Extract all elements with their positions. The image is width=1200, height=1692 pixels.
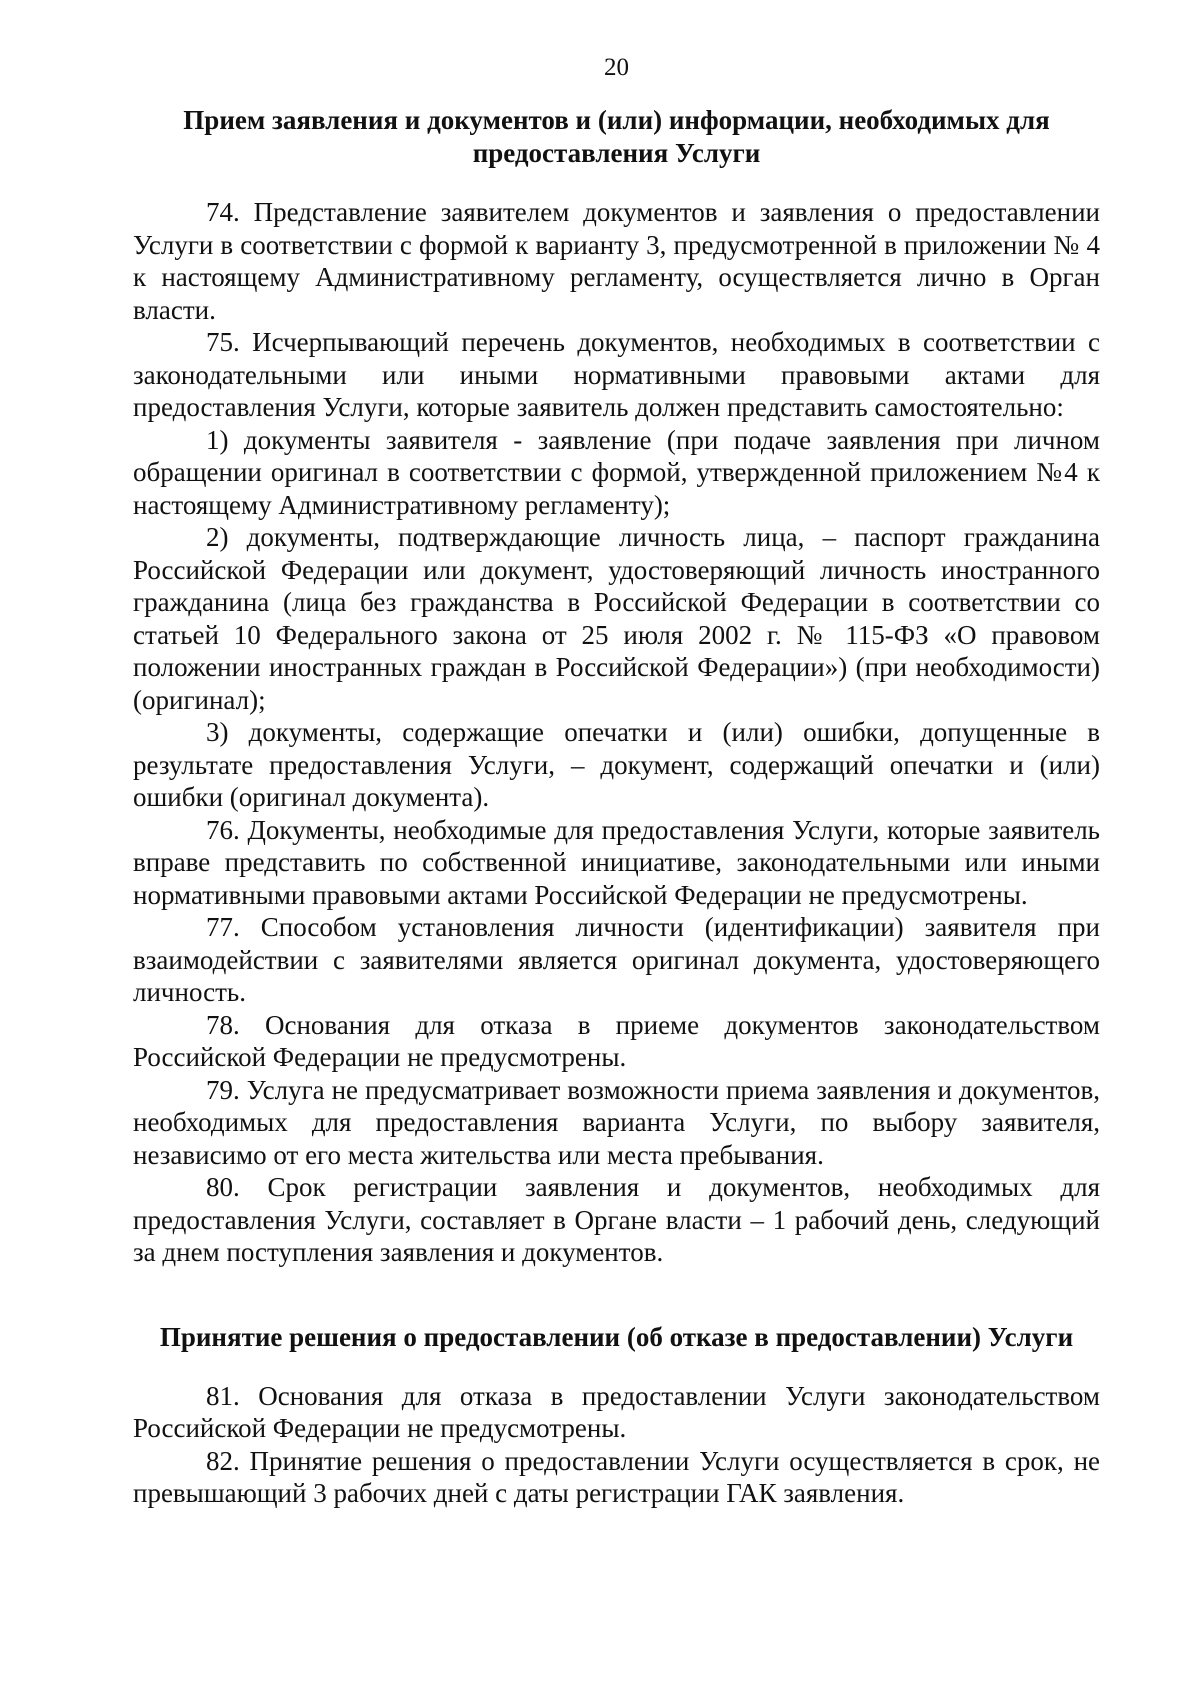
- section-heading-acceptance: Прием заявления и документов и (или) информации, необходимых для предоставления Услуги: [183, 105, 1050, 168]
- paragraph-77: 77. Способом установления личности (идентификации) заявителя при взаимодействии с заявителями является оригинал документа, удостоверяющего личность.: [133, 912, 1100, 1007]
- paragraph-75: 75. Исчерпывающий перечень документов, необходимых в соответствии с законодательными или иными нормативными правовыми актами для предоставления Услуги, которые заявитель должен представить самостоятельно:: [133, 327, 1100, 422]
- paragraph-75-item-1: 1) документы заявителя - заявление (при подаче заявления при личном обращении оригинал в соответствии с формой, утвержденной приложением №4 к настоящему Административному регламенту);: [133, 424, 1100, 520]
- paragraph-79: 79. Услуга не предусматривает возможности приема заявления и документов, необходимых для предоставления варианта Услуги, по выбору заявителя, независимо от его места жительства или места пребывания.: [133, 1074, 1100, 1170]
- paragraph-78: 78. Основания для отказа в приеме документов законодательством Российской Федерации не предусмотрены.: [133, 1009, 1100, 1072]
- paragraph-75-item-2: 2) документы, подтверждающие личность лица, – паспорт гражданина Российской Федерации или документ, удостоверяющий личность иностранного гражданина (лица без гражданства в Российской Федерации в соответствии со статьей 10 Федерального закона от 25 июля 2002 г. № 115-ФЗ «О правовом положении иностранных граждан в Российской Федерации») (при необходимости) (оригинал);: [133, 522, 1100, 715]
- section-heading-decision: Принятие решения о предоставлении (об отказе в предоставлении) Услуги: [159, 1321, 1074, 1352]
- paragraph-81: 81. Основания для отказа в предоставлении Услуги законодательством Российской Федерации не предусмотрены.: [133, 1380, 1100, 1443]
- paragraph-75-item-3: 3) документы, содержащие опечатки и (или) ошибки, допущенные в результате предоставления Услуги, – документ, содержащий опечатки и (или) ошибки (оригинал документа).: [133, 717, 1100, 812]
- paragraph-74: 74. Представление заявителем документов и заявления о предоставлении Услуги в соответствии с формой к варианту 3, предусмотренной в приложении № 4 к настоящему Административному регламенту, осуществляется лично в Орган власти.: [133, 197, 1100, 325]
- paragraph-76: 76. Документы, необходимые для предоставления Услуги, которые заявитель вправе представить по собственной инициативе, законодательными или иными нормативными правовыми актами Российской Федерации не предусмотрены.: [133, 814, 1100, 910]
- page-number: 20: [604, 54, 629, 81]
- paragraph-80: 80. Срок регистрации заявления и документов, необходимых для предоставления Услуги, составляет в Органе власти – 1 рабочий день, следующий за днем поступления заявления и документов.: [133, 1172, 1100, 1267]
- document-page: [133, 52, 1100, 1510]
- paragraph-82: 82. Принятие решения о предоставлении Услуги осуществляется в срок, не превышающий 3 рабочих дней с даты регистрации ГАК заявления.: [133, 1445, 1100, 1508]
